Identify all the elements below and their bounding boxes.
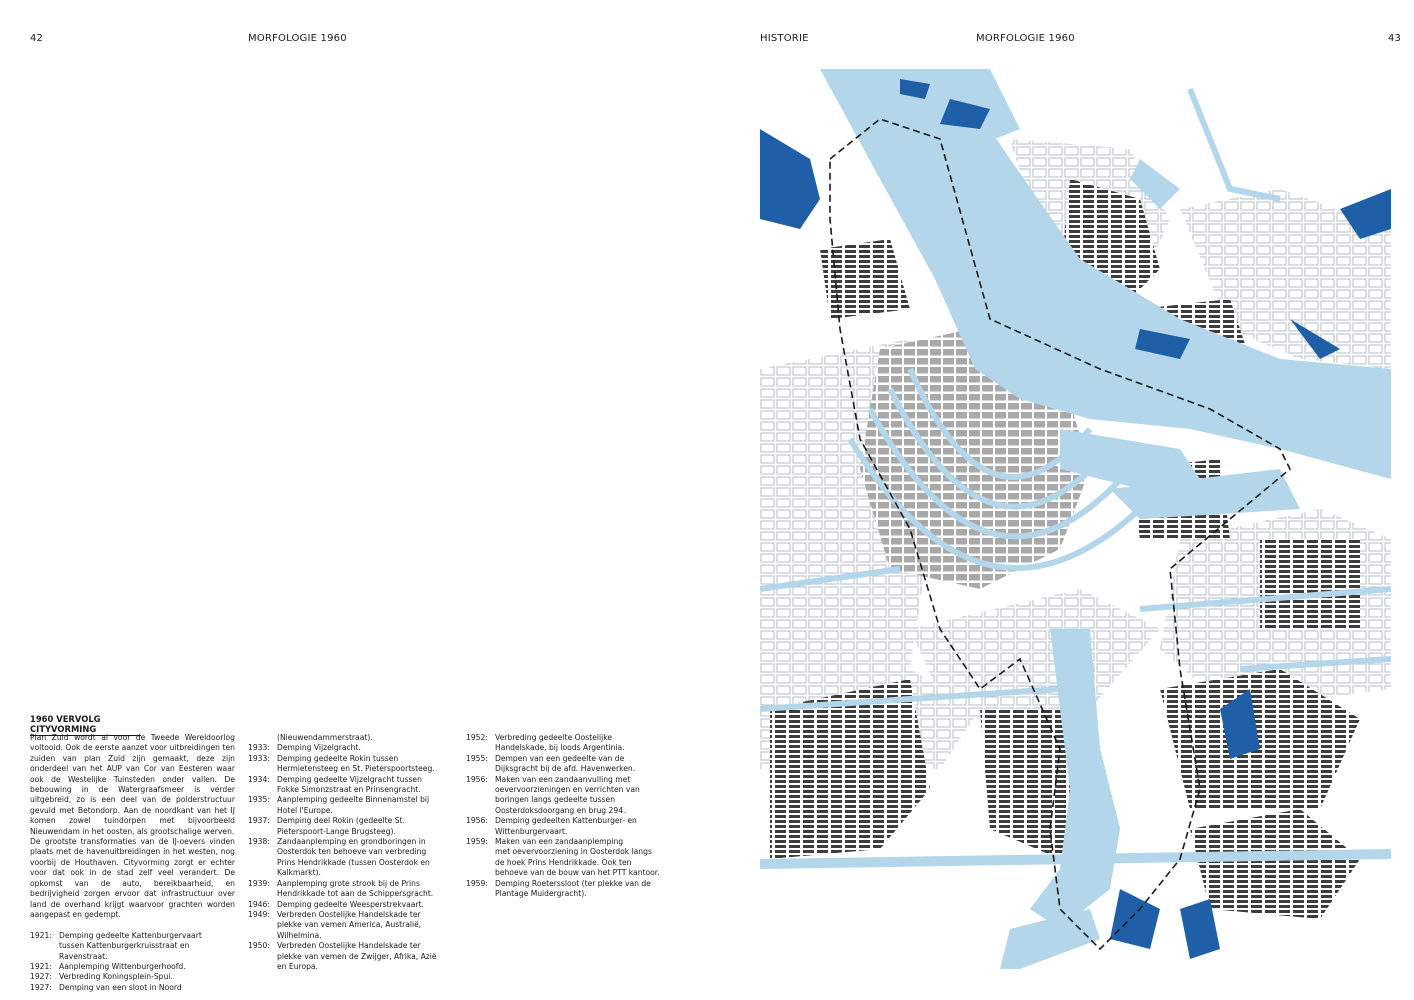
timeline-year: 1955: [466, 753, 488, 763]
timeline-entry [466, 837, 671, 879]
timeline-entry [30, 962, 235, 972]
timeline-entry [248, 837, 453, 879]
timeline-year: 1952: [466, 733, 488, 742]
timeline-entry [466, 816, 671, 837]
timeline-text: Demping van een sloot in Noord [59, 982, 182, 992]
timeline-year: 1927: [30, 972, 52, 982]
timeline-text: Verbreden Oostelijke Handelskade ter plekke van vemen de Zwijger, Afrika, Azië en Europa. [277, 941, 437, 971]
timeline-text: Dempen van een gedeelte van de Dijksgracht bij de afd. Havenwerken. [495, 753, 636, 774]
right-running-title: MORFOLOGIE 1960 [976, 33, 1075, 44]
timeline-text: Verbreding Koningsplein-Spui. [59, 972, 173, 982]
timeline-entry [248, 795, 453, 816]
timeline-list-1 [30, 931, 235, 993]
left-page-number: 42 [30, 33, 44, 44]
map-svg [760, 69, 1391, 969]
timeline-continuation: (Nieuwendammerstraat). [277, 733, 373, 742]
section-title: 1960 VERVOLG CITYVORMING [30, 714, 141, 736]
timeline-year: 1959: [466, 837, 488, 847]
timeline-list-3 [466, 733, 671, 900]
timeline-entry [248, 816, 453, 837]
right-page-number: 43 [1388, 33, 1402, 44]
timeline-text: Maken van een zandaanplemping met oevervoorziening in Oosterdok langs de hoek Prins Hendrikkade. Ook ten behoeve van de bouw van het PTT kantoor. [495, 837, 660, 878]
timeline-year: 1927: [30, 982, 52, 992]
timeline-year: 1934: [248, 774, 270, 784]
timeline-year: 1949: [248, 909, 270, 919]
timeline-text: Aanplemping Wittenburgerhoofd. [59, 961, 186, 971]
timeline-year: 1933: [248, 753, 270, 763]
text-column-2 [248, 733, 453, 972]
timeline-list-2 [248, 743, 453, 972]
timeline-text: Demping gedeelten Kattenburger- en Wittenburgervaart. [495, 816, 637, 836]
north-east-canal [1190, 89, 1280, 199]
timeline-year: 1946: [248, 899, 270, 909]
timeline-year: 1921: [30, 930, 52, 940]
timeline-entry [466, 733, 671, 754]
timeline-text: Demping Vijzelgracht. [277, 743, 361, 753]
west-harbour-fill [760, 129, 820, 229]
timeline-text: Verbreden Oostelijke Handelskade ter plekke van vemen America, Australië, Wilhelmina. [277, 909, 422, 940]
timeline-text: Demping deel Rokin (gedeelte St. Pieterspoort-Lange Brugsteeg). [277, 816, 405, 836]
timeline-entry [248, 754, 453, 775]
south-fill [1110, 889, 1160, 949]
timeline-text: Aanplemping gedeelte Binnenamstel bij Hotel l'Europe. [277, 795, 430, 815]
timeline-year: 1950: [248, 941, 270, 951]
text-column-3 [466, 733, 671, 900]
timeline-year: 1939: [248, 878, 270, 888]
timeline-entry [466, 754, 671, 775]
timeline-entry [248, 910, 453, 941]
south-east-dark [1190, 809, 1360, 919]
timeline-entry [466, 879, 671, 900]
timeline-text: Zandaanplemping en grondboringen in Oosterdok ten behoeve van verbreding Prins Hendrikkade (tussen Oosterdok en Kalkmarkt). [277, 837, 430, 878]
timeline-entry [248, 879, 453, 900]
timeline-text: Demping Roeterssloot (ter plekke van de Plantage Muidergracht). [495, 878, 651, 899]
timeline-year: 1937: [248, 816, 270, 826]
timeline-entry [30, 972, 235, 982]
timeline-text: Demping gedeelte Kattenburgervaart tussen Kattenburgerkruisstraat en Ravenstraat. [59, 930, 202, 961]
timeline-text: Verbreding gedeelte Oostelijke Handelskade, bij loods Argentinia. [495, 733, 625, 753]
timeline-entry [30, 931, 235, 962]
timeline-entry [248, 743, 453, 753]
timeline-year: 1959: [466, 878, 488, 888]
timeline-year: 1935: [248, 795, 270, 805]
intro-paragraph: Plan Zuid wordt al voor de Tweede Wereldoorlog voltooid. Ook de eerste aanzet voor uitbreidingen ten zuiden van plan Zuid zijn gemaakt, deze zijn onderdeel van het AUP van Cor van Eesteren waar ook de Westelijke Tuinsteden onder vallen. De bebouwing in de Watergraafsmeer is verder uitgebreid, zo is een deel van de polderstructuur gevuld met Betondorp. Aan de noordkant van het IJ komen zowel tuindorpen met bijvoorbeeld Nieuwendam in het oosten, als grootschalige werven. De grootste transformaties van de IJ-oevers vinden plaats met de havenuitbreidingen in het westen, nog voorbij de Houthaven. Cityvorming zorgt er echter voor dat ook in de stad zelf veel verandert. De opkomst van de auto, bereikbaarheid, en bedrijvigheid zorgen ervoor dat infrastructuur over land de overhand krijgt waarvoor grachten worden aangepast en gedempt. [30, 733, 235, 919]
timeline-year: 1938: [248, 837, 270, 847]
text-column-1 [30, 733, 235, 993]
timeline-text: Demping gedeelte Vijzelgracht tussen Fokke Simonzstraat en Prinsengracht. [277, 774, 422, 795]
timeline-entry [248, 775, 453, 796]
timeline-text: Maken van een zandaanvulling met oevervoorzieningen en verrichten van boringen langs gedeelte tussen Oosterdoksdoorgang en brug 294. [495, 774, 640, 815]
timeline-year: 1933: [248, 743, 270, 753]
timeline-entry [466, 775, 671, 817]
timeline-year: 1956: [466, 774, 488, 784]
timeline-entry [248, 941, 453, 972]
right-section-label: HISTORIE [760, 33, 809, 44]
far-east-dark [1260, 539, 1360, 629]
timeline-year: 1956: [466, 816, 488, 826]
timeline-text: Demping gedeelte Weesperstrekvaart. [277, 899, 424, 909]
morphology-map-1960 [760, 69, 1391, 969]
timeline-text: Demping gedeelte Rokin tussen Hermietensteeg en St. Pieterspoortsteeg. [277, 753, 435, 774]
timeline-year: 1921: [30, 961, 52, 971]
timeline-entry [30, 983, 235, 993]
left-running-title: MORFOLOGIE 1960 [248, 33, 347, 44]
timeline-text: Aanplemping grote strook bij de Prins Hendrikkade tot aan de Schippersgracht. [277, 878, 434, 899]
timeline-entry [248, 900, 453, 910]
